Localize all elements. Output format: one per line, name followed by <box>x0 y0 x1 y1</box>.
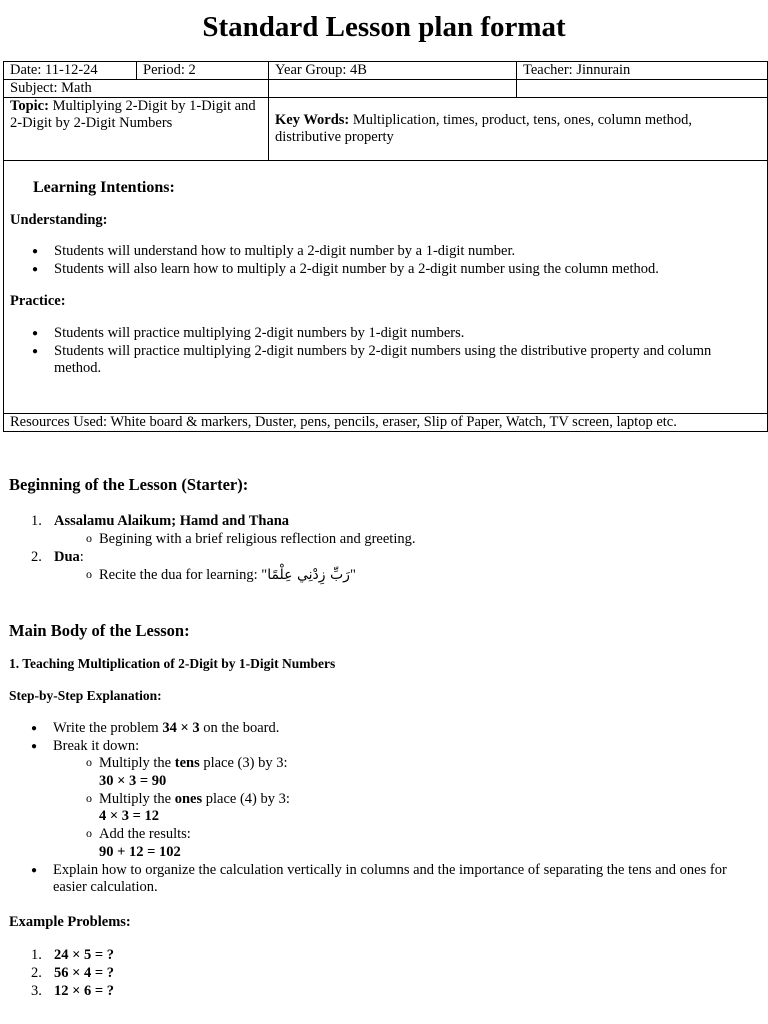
year-group-cell: Year Group: 4B <box>269 62 517 80</box>
starter-heading: Beginning of the Lesson (Starter): <box>9 475 249 494</box>
list-number: 1. <box>31 513 42 529</box>
resources-cell: Resources Used: White board & markers, Duster, pens, pencils, eraser, Slip of Paper, Watch, TV screen, laptop etc. <box>4 414 768 432</box>
info-row-3 <box>4 98 768 161</box>
understanding-list <box>10 243 761 278</box>
section1-heading: 1. Teaching Multiplication of 2-Digit by 1-Digit Numbers <box>9 656 336 671</box>
info-row-5 <box>4 414 768 432</box>
starter-section <box>9 476 761 584</box>
examples-heading: Example Problems: <box>9 913 131 930</box>
list-item: 3. 12 × 6 = ? <box>31 982 115 999</box>
date-cell: Date: 11-12-24 <box>4 62 137 80</box>
info-row-2 <box>4 80 768 98</box>
calc-result: 30 × 3 = 90 <box>99 772 167 789</box>
main-body-section <box>9 622 761 1000</box>
starter-item-title: Dua <box>54 549 80 565</box>
main-body-heading: Main Body of the Lesson: <box>9 621 190 640</box>
list-item <box>9 512 761 548</box>
lesson-info-table <box>3 61 768 432</box>
starter-sub-list <box>9 566 761 584</box>
learning-intentions-heading: Learning Intentions: <box>33 179 175 196</box>
calc-result: 4 × 3 = 12 <box>99 808 160 825</box>
calc-result: 90 + 12 = 102 <box>99 843 181 860</box>
list-item: o Multiply the ones place (4) by 3: <box>99 791 761 809</box>
teacher-cell: Teacher: Jinnurain <box>517 62 768 80</box>
steps-list-continued <box>9 862 761 897</box>
list-item: ● Students will practice multiplying 2-digit numbers by 2-digit numbers using the distributive property and column method. <box>10 343 761 378</box>
topic-label: Topic: <box>10 98 49 114</box>
list-number: 2. <box>31 549 42 565</box>
list-item: ● Students will also learn how to multiply a 2-digit number by a 2-digit number using the column method. <box>10 261 761 279</box>
examples-list <box>9 946 761 1000</box>
info-row-4 <box>4 161 768 414</box>
list-item: o Recite the dua for learning: "رَبِّ زِدْنِي عِلْمًا" <box>9 566 761 584</box>
list-item: ● Students will understand how to multiply a 2-digit number by a 1-digit number. <box>10 243 761 261</box>
list-number: 3. <box>31 982 42 999</box>
list-item: 2. 56 × 4 = ? <box>31 964 115 981</box>
topic-text: Multiplying 2-Digit by 1-Digit and 2-Digit by 2-Digit Numbers <box>10 98 256 131</box>
keywords-cell <box>269 98 768 161</box>
document-title: Standard Lesson plan format <box>202 11 566 43</box>
breakdown-list <box>9 755 761 862</box>
keywords-label: Key Words: <box>275 112 350 128</box>
understanding-heading: Understanding: <box>10 212 108 228</box>
starter-item-title: Assalamu Alaikum; Hamd and Thana <box>54 513 290 529</box>
steps-list <box>9 720 761 755</box>
list-item: o Add the results: <box>99 826 761 844</box>
list-item: o Multiply the tens place (3) by 3: <box>99 755 761 773</box>
subject-cell: Subject: Math <box>4 80 269 98</box>
list-item: ● Students will practice multiplying 2-digit numbers by 1-digit numbers. <box>10 325 761 343</box>
list-item: ● Break it down: <box>9 738 761 756</box>
arabic-dua: رَبِّ زِدْنِي عِلْمًا <box>267 567 350 583</box>
list-item: 1. 24 × 5 = ? <box>31 946 115 963</box>
practice-heading: Practice: <box>10 293 66 309</box>
info-row-1 <box>4 62 768 80</box>
empty-cell <box>517 80 768 98</box>
list-item: ● Explain how to organize the calculation vertically in columns and the importance of separating the tens and ones for easier calculation. <box>9 862 761 897</box>
list-item: ● Write the problem 34 × 3 on the board. <box>9 720 761 738</box>
list-number: 2. <box>31 964 42 981</box>
learning-intentions-box <box>4 161 768 414</box>
list-item: 2. Dua: o Recite the dua for learning: "رَبِّ زِدْنِي عِلْمًا" <box>9 548 761 584</box>
topic-cell <box>4 98 269 161</box>
keywords-text: Multiplication, times, product, tens, ones, column method, distributive property <box>275 112 692 145</box>
list-number: 1. <box>31 946 42 963</box>
list-item: o Begining with a brief religious reflection and greeting. <box>9 530 761 548</box>
empty-cell <box>269 80 517 98</box>
period-cell: Period: 2 <box>137 62 269 80</box>
practice-list <box>10 325 761 378</box>
starter-sub-list <box>9 530 761 548</box>
steps-heading: Step-by-Step Explanation: <box>9 688 162 703</box>
starter-list <box>9 512 761 584</box>
